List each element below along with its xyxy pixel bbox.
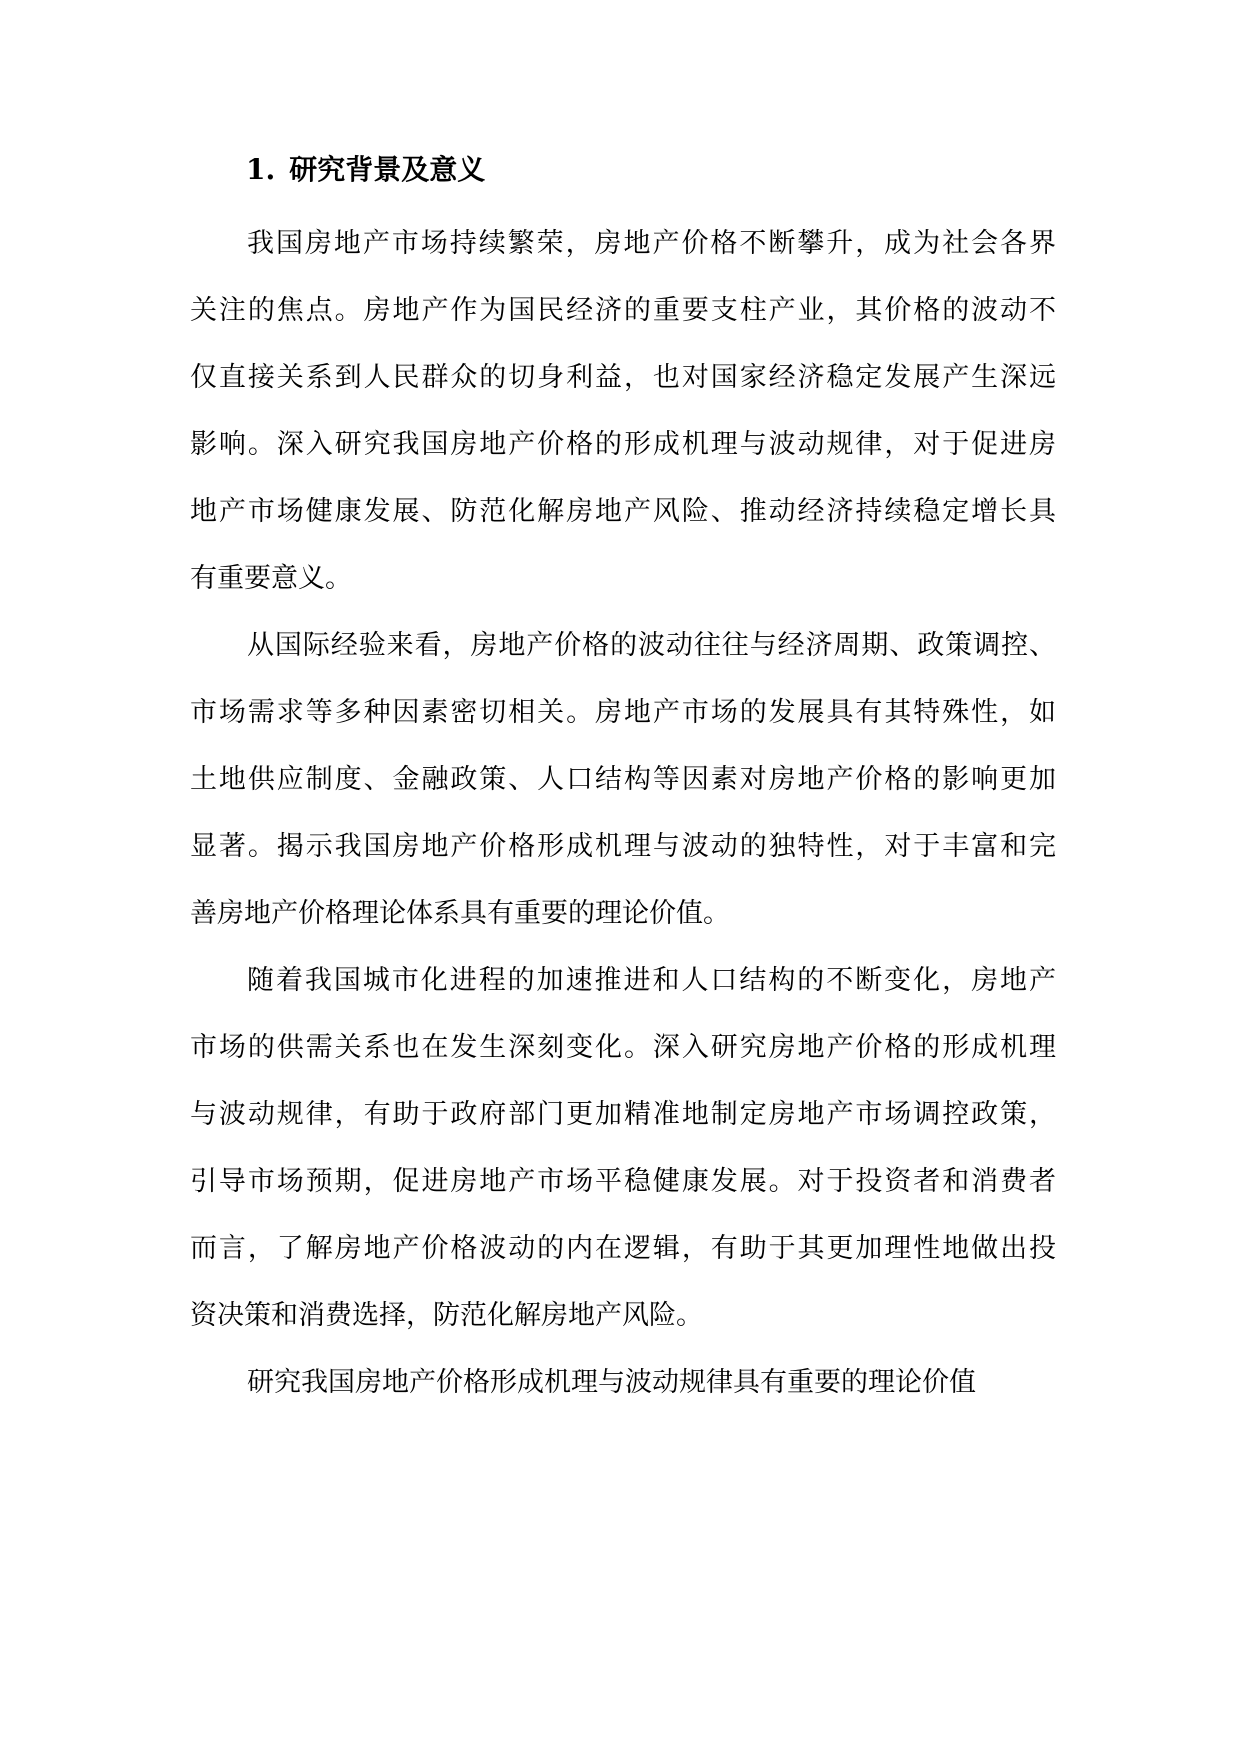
text-line: 市场的供需关系也在发生深刻变化。深入研究房地产价格的形成机理 [190, 1032, 1056, 1063]
section-title: 研究背景及意义 [289, 153, 486, 186]
text-line: 显著。揭示我国房地产价格形成机理与波动的独特性，对于丰富和完 [190, 831, 1056, 862]
text-line: 市场需求等多种因素密切相关。房地产市场的发展具有其特殊性，如 [190, 697, 1056, 728]
body-text [190, 218, 1056, 1424]
text-line: 与波动规律，有助于政府部门更加精准地制定房地产市场调控政策， [190, 1099, 1056, 1130]
paragraph [190, 1357, 1056, 1424]
paragraph [190, 218, 1056, 620]
text-line: 随着我国城市化进程的加速推进和人口结构的不断变化，房地产 [247, 965, 1056, 996]
text-line: 仅直接关系到人民群众的切身利益，也对国家经济稳定发展产生深远 [190, 362, 1056, 393]
text-line: 地产市场健康发展、防范化解房地产风险、推动经济持续稳定增长具 [190, 496, 1056, 527]
text-line: 影响。深入研究我国房地产价格的形成机理与波动规律，对于促进房 [190, 429, 1056, 460]
section-number: 1. [246, 153, 276, 186]
text-line: 有重要意义。 [190, 563, 352, 594]
text-line: 而言，了解房地产价格波动的内在逻辑，有助于其更加理性地做出投 [190, 1233, 1056, 1264]
text-line: 我国房地产市场持续繁荣，房地产价格不断攀升，成为社会各界 [247, 228, 1056, 259]
text-line: 研究我国房地产价格形成机理与波动规律具有重要的理论价值 [247, 1367, 976, 1398]
text-line: 引导市场预期，促进房地产市场平稳健康发展。对于投资者和消费者 [190, 1166, 1056, 1197]
section-heading [246, 148, 485, 192]
paragraph [190, 620, 1056, 955]
text-line: 善房地产价格理论体系具有重要的理论价值。 [190, 898, 730, 929]
text-line: 土地供应制度、金融政策、人口结构等因素对房地产价格的影响更加 [190, 764, 1056, 795]
text-line: 资决策和消费选择，防范化解房地产风险。 [190, 1300, 703, 1331]
text-line: 从国际经验来看，房地产价格的波动往往与经济周期、政策调控、 [247, 630, 1056, 661]
text-line: 关注的焦点。房地产作为国民经济的重要支柱产业，其价格的波动不 [190, 295, 1056, 326]
paragraph [190, 955, 1056, 1357]
